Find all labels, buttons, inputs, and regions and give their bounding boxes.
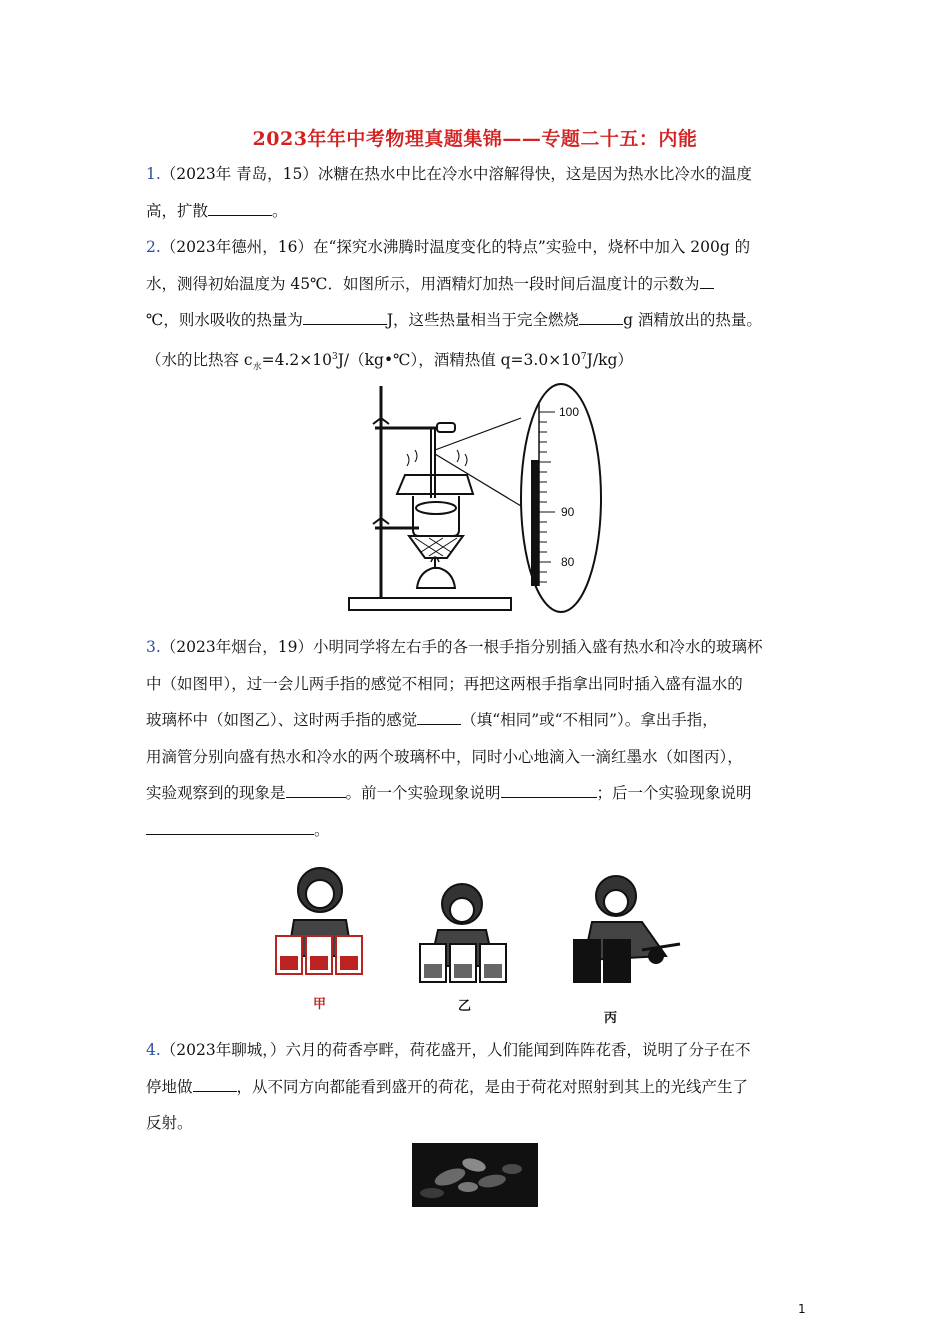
q2-blank-temperature[interactable] [700,271,714,288]
q3-line-1: 3.（2023年烟台，19）小明同学将左右手的各一根手指分别插入盛有热水和冷水的玻璃杯 [146,638,763,656]
q2-blank-mass[interactable] [579,308,623,325]
q3-blank-phenomenon[interactable] [286,781,346,798]
q4-line-1: 4.（2023年聊城，）六月的荷香亭畔，荷花盛开，人们能闻到阵阵花香，说明了分子在不 [146,1041,751,1059]
label-yi: 乙 [458,999,472,1014]
alcohol-lamp [417,568,455,588]
question-4 [146,1032,808,1142]
q2-line-2: 水，测得初始温度为 45℃．如图所示，用酒精灯加热一段时间后温度计的示数为 [146,266,808,303]
figure-yi [420,884,506,982]
document-title: 2023年年中考物理真题集锦——专题二十五：内能 [252,128,698,150]
q3-blank-feeling[interactable] [417,708,461,725]
q4-line-3: 反射。 [146,1114,193,1132]
q3-blank-explain-2[interactable] [146,817,314,834]
q3-line-5: 实验观察到的现象是 。前一个实验现象说明 ；后一个实验现象说明 [146,775,808,812]
question-3 [146,629,808,848]
q4-number: 4. [146,1041,161,1059]
q4-line-2: 停地做 ，从不同方向都能看到盛开的荷花，是由于荷花对照射到其上的光线产生了 [146,1069,808,1106]
page-number: 1 [798,1302,806,1316]
q3-line-6: 。 [146,812,808,849]
q2-line-4: （水的比热容 $c_水=4.2\times 10^3J/(kg•℃)$，酒精热值 $q=3.0\times 10^7J/kg$） [146,350,633,372]
stand-base [349,598,511,610]
scale-label-90: 90 [561,505,575,519]
label-bing: 丙 [604,1011,618,1025]
q3-number: 3. [146,638,161,656]
lotus-photo [412,1143,538,1207]
q3-line-4: 用滴管分别向盛有热水和冷水的两个玻璃杯中，同时小心地滴入一滴红墨水（如图丙）， [146,747,743,766]
q2-line-1: 2.（2023年德州，16）在“探究水沸腾时温度变化的特点”实验中，烧杯中加入 200g 的 [146,238,751,256]
finger-cups-figure [270,860,700,1025]
figure-jia [276,868,362,974]
scale-label-100: 100 [559,405,580,419]
label-jia: 甲 [313,997,327,1012]
q1-blank[interactable] [208,198,272,215]
q1-line-2: 高，扩散 。 [146,193,808,230]
q2-number: 2. [146,238,161,256]
question-2 [146,229,808,385]
boiling-apparatus-figure [345,380,605,620]
figure-bing [574,876,680,982]
q3-line-3: 玻璃杯中（如图乙）、这时两手指的感觉 （填“相同”或“不相同”）。拿出手指， [146,702,808,739]
scale-label-80: 80 [561,555,575,569]
q4-blank-motion[interactable] [193,1074,237,1091]
q2-line-3: ℃，则水吸收的热量为 J，这些热量相当于完全燃烧 g 酒精放出的热量。 [146,302,808,339]
q1-line-1: 1.（2023年 青岛，15）冰糖在热水中比在冷水中溶解得快，这是因为热水比冷水的温度 [146,165,752,183]
q3-blank-explain-1[interactable] [501,781,597,798]
q2-blank-heat[interactable] [303,308,387,325]
q3-line-2: 中（如图甲），过一会儿两手指的感觉不相同；再把这两根手指拿出同时插入盛有温水的 [146,674,743,693]
q1-number: 1. [146,165,161,183]
question-1 [146,156,808,229]
